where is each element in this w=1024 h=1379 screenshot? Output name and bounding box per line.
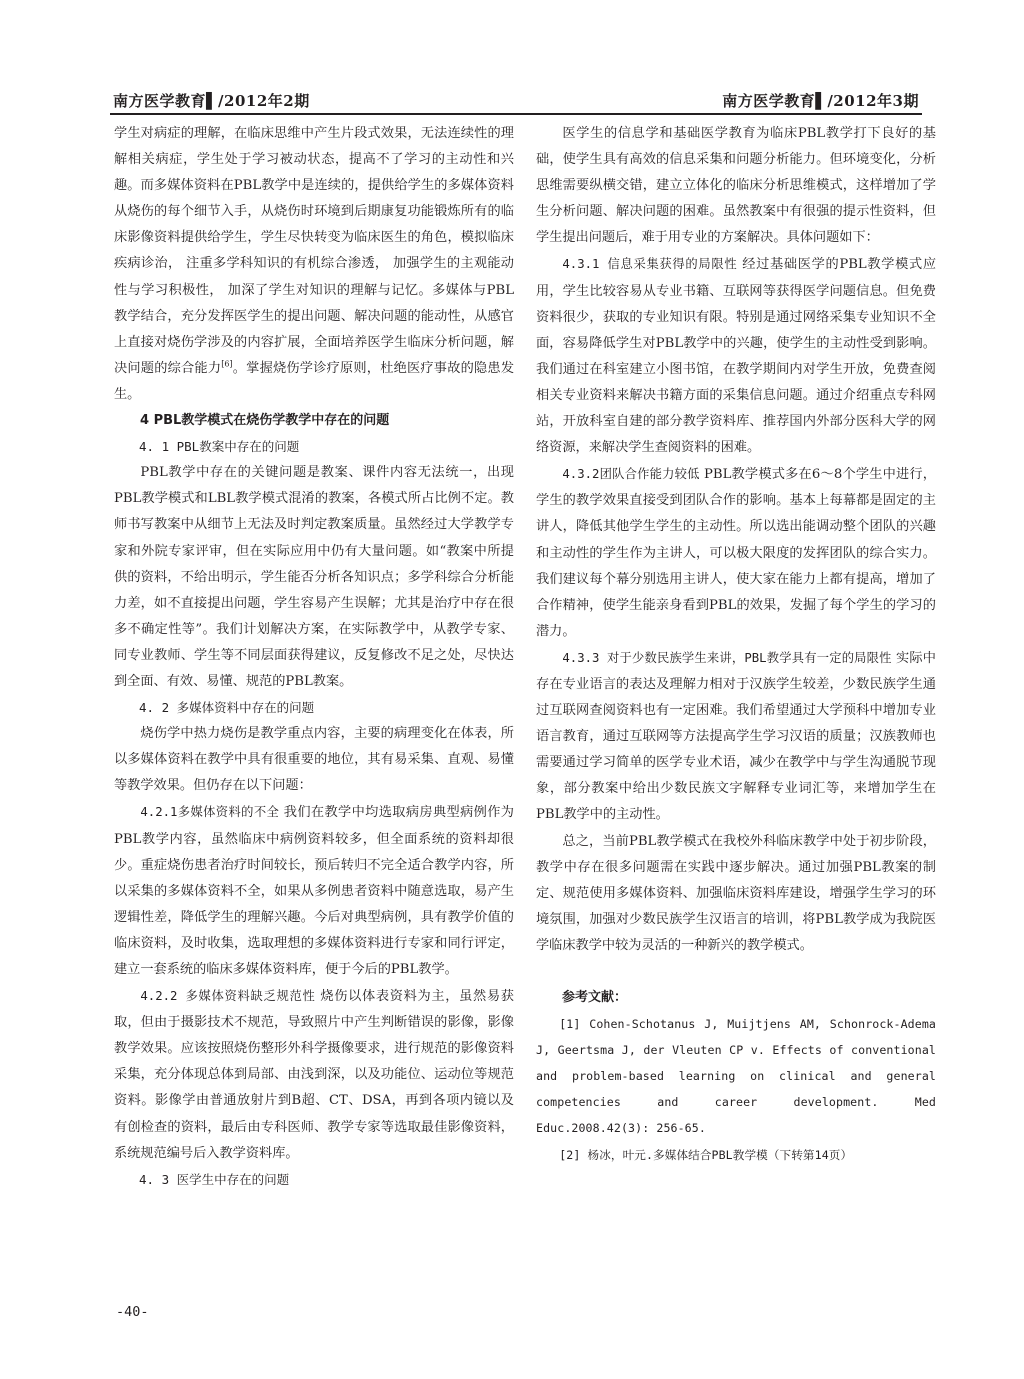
running-header-right: 南方医学教育▌/2012年3期: [722, 92, 919, 110]
section-4-3-heading: 4. 3 医学生中存在的问题: [139, 1171, 290, 1187]
left-paragraph-4: [114, 799, 514, 983]
right-paragraph-3: [536, 461, 936, 645]
left-paragraph-2: PBL教学中存在的关键问题是教案、课件内容无法统一，出现PBL教学模式和LBL教学模式混淆的教案，各模式所占比例不定。教师书写教案中从细节上无法及时判定教案质量。虽然经过大学教学专家和外院专家评审，但在实际应用中仍有大量问题。如“教案中所提供的资料，不给出明示，学生能否分析各知识点；多学科综合分析能力差，如不直接提出问题，学生容易产生误解；尤其是治疗中存在很多不确定性等”。我们计划解决方案，在实际教学中，从教学专家、同专业教师、学生等不同层面获得建议，反复修改不足之处，尽快达到全面、有效、易懂、规范的PBL教案。: [114, 465, 514, 689]
running-header-left: 南方医学教育▌/2012年2期: [113, 92, 310, 110]
left-paragraph-1: [114, 121, 514, 408]
right-paragraph-1: 医学生的信息学和基础医学教育为临床PBL教学打下良好的基础，使学生具有高效的信息采集和问题分析能力。但环境变化，分析思维需要纵横交错，建立立体化的临床分析思维模式，这样增加了学生分析问题、解决问题的困难。虽然教案中有很强的提示性资料，但学生提出问题后，难于用专业的方案解决。具体问题如下：: [536, 126, 936, 246]
section-4-2-2-heading: 4.2.2 多媒体资料缺乏规范性: [140, 989, 316, 1004]
right-p2-text: 经过基础医学的PBL教学模式应用，学生比较容易从专业书籍、互联网等获得医学问题信息。但免费资料很少，获取的专业知识有限。特别是通过网络采集专业知识不全面，容易降低学生对PBL教学中的兴趣，使学生的主动性受到影响。我们通过在科室建立小图书馆，在教学期间内对学生开放，免费查阅相关专业资料来解决书籍方面的采集信息问题。通过介绍重点专科网站，开放科室自建的部分教学资料库、推荐国内外部分医科大学的网络资源，来解决学生查阅资料的困难。: [536, 257, 937, 456]
left-p5-text: 烧伤以体表资料为主，虽然易获取，但由于摄影技术不规范，导致照片中产生判断错误的影像，影像教学效果。应该按照烧伤整形外科学摄像要求，进行规范的影像资料采集，充分体现总体到局部、由浅到深，以及功能位、运动位等规范资料。影像学由普通放射片到B超、CT、DSA，再到各项内镜以及有创检查的资料，最后由专科医师、教学专家等选取最佳影像资料，系统规范编号后入教学资料库。: [114, 989, 514, 1161]
section-4-heading: 4 PBL教学模式在烧伤学教学中存在的问题: [140, 413, 390, 429]
reference-1: [1] Cohen-Schotanus J, Muijtjens AM, Schonrock-Adema J, Geertsma J, der Vleuten CP v. Effects of conventional and problem-based learning on clinical and general competencies and career development. Med Educ.2008.42(3): 256-65.: [536, 1017, 936, 1136]
section-4-1-heading: 4. 1 PBL教案中存在的问题: [139, 439, 300, 455]
section-4-3-1-heading: 4.3.1 信息采集获得的局限性: [562, 257, 738, 272]
references-title: 参考文献：: [562, 990, 628, 1005]
right-paragraph-4: [536, 645, 936, 829]
left-paragraph-3: 烧伤学中热力烧伤是教学重点内容，主要的病理变化在体表，所以多媒体资料在教学中具有很重要的地位，其有易采集、直观、易懂等教学效果。但仍存在以下问题：: [114, 726, 514, 794]
right-paragraph-2: [536, 251, 936, 461]
left-column: [114, 121, 514, 1193]
section-4-3-2-heading: 4.3.2团队合作能力较低: [562, 467, 700, 482]
left-p1-tail: 。掌握烧伤学诊疗原则，杜绝医疗事故的隐患发生。: [114, 360, 515, 402]
right-paragraph-5: 总之，当前PBL教学模式在我校外科临床教学中处于初步阶段，教学中存在很多问题需在实践中逐步解决。通过加强PBL教案的制定、规范使用多媒体资料、加强临床资料库建设，增强学生学习的环境氛围，加强对少数民族学生汉语言的培训，将PBL教学成为我院医学临床教学中较为灵活的一种新兴的教学模式。: [536, 833, 936, 953]
page-number: -40-: [116, 1304, 149, 1320]
citation-6: [6]: [221, 359, 233, 369]
left-paragraph-5: [114, 983, 514, 1167]
reference-2: [2] 杨冰，叶元.多媒体结合PBL教学模（下转第14页）: [559, 1147, 853, 1162]
section-4-3-3-heading: 4.3.3 对于少数民族学生来讲，PBL教学具有一定的局限性: [562, 650, 892, 665]
left-p4-text: 我们在教学中均选取病房典型病例作为PBL教学内容，虽然临床中病例资料较多，但全面系统的资料却很少。重症烧伤患者治疗时间较长，预后转归不完全适合教学内容，所以采集的多媒体资料不全，如果从多例患者资料中随意选取，易产生逻辑性差，降低学生的理解兴趣。今后对典型病例，具有教学价值的临床资料，及时收集，选取理想的多媒体资料进行专家和同行评定，建立一套系统的临床多媒体资料库，便于今后的PBL教学。: [114, 805, 514, 977]
right-p4-text: 实际中存在专业语言的表达及理解力相对于汉族学生较差，少数民族学生通过互联网查阅资料也有一定困难。我们希望通过大学预科中增加专业语言教育，通过互联网等方法提高学生学习汉语的质量；汉族教师也需要通过学习简单的医学专业术语，减少在教学中与学生沟通脱节现象，部分教案中给出少数民族文字解释专业词汇等，来增加学生在PBL教学中的主动性。: [536, 650, 936, 823]
header-rule: [110, 113, 922, 115]
right-p3-text: PBL教学模式多在6～8个学生中进行，学生的教学效果直接受到团队合作的影响。基本上每幕都是固定的主讲人，降低其他学生学生的主动性。所以选出能调动整个团队的兴趣和主动性的学生作为主讲人，可以极大限度的发挥团队的综合实力。我们建议每个幕分别选用主讲人，使大家在能力上都有提高，增加了合作精神，使学生能亲身看到PBL的效果，发掘了每个学生的学习的潜力。: [536, 467, 936, 639]
section-4-2-1-heading: 4.2.1多媒体资料的不全: [140, 805, 280, 820]
section-4-2-heading: 4. 2 多媒体资料中存在的问题: [139, 700, 315, 716]
right-column: [536, 121, 936, 1168]
left-p1-text: 学生对病症的理解，在临床思维中产生片段式效果，无法连续性的理解相关病症，学生处于学习被动状态，提高不了学习的主动性和兴趣。而多媒体资料在PBL教学中是连续的，提供给学生的多媒体资料从烧伤的每个细节入手，从烧伤时环境到后期康复功能锻炼所有的临床影像资料提供给学生，学生尽快转变为临床医生的角色，模拟临床疾病诊治， 注重多学科知识的有机综合渗透， 加强学生的主观能动性与学习积极性， 加深了学生对知识的理解与记忆。多媒体与PBL教学结合，充分发挥医学生的提出问题、解决问题的能动性，从感官上直接对烧伤学涉及的内容扩展，全面培养医学生临床分析问题，解决问题的综合能力: [114, 126, 514, 376]
